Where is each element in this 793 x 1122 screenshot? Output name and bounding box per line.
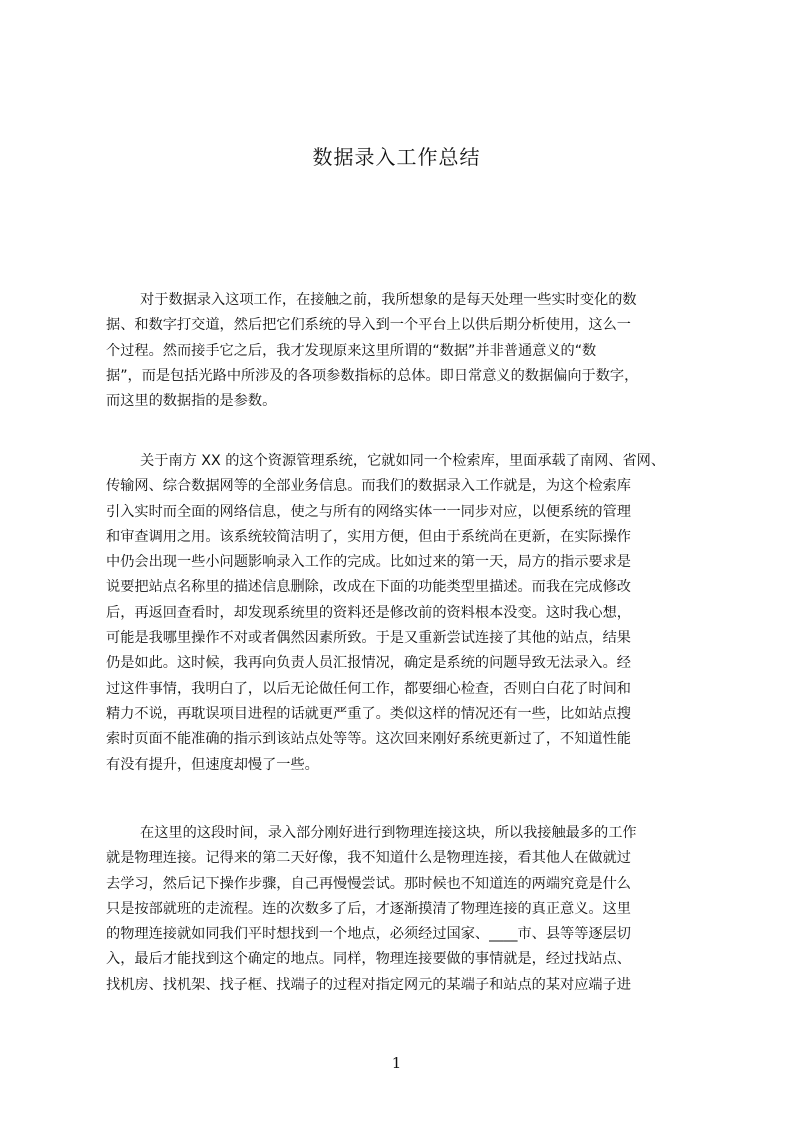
text-line: 就是物理连接。记得来的第二天好像，我不知道什么是物理连接，看其他人在做就过 (106, 850, 631, 867)
text-line: 后，再返回查看时，却发现系统里的资料还是修改前的资料根本没变。这时我心想， (106, 604, 631, 621)
text-line: 而这里的数据指的是参数。 (106, 393, 277, 410)
text-line: 据”，而是包括光路中所涉及的各项参数指标的总体。即日常意义的数据偏向于数字， (106, 367, 639, 384)
text-line: 个过程。然而接手它之后，我才发现原来这里所谓的“数据”并非普通意义的“数 (106, 342, 597, 359)
page-number: 1 (391, 1054, 402, 1072)
paragraph-1 (0, 288, 793, 414)
text-line: 中仍会出现一些小问题影响录入工作的完成。比如过来的第一天，局方的指示要求是 (106, 554, 631, 571)
text-line: 在这里的这段时间，录入部分刚好进行到物理连接这块，所以我接触最多的工作 (140, 825, 637, 841)
text-line: 传输网、综合数据网等的全部业务信息。而我们的数据录入工作就是，为这个检索库 (106, 478, 631, 495)
text-line: 对于数据录入这项工作，在接触之前，我所想象的是每天处理一些实时变化的数 (140, 292, 637, 308)
paragraph-3 (0, 821, 793, 998)
text-line: 的物理连接就如同我们平时想找到一个地点，必须经过国家、____市、县等等逐层切 (106, 926, 631, 943)
text-line: 关于南方 XX 的这个资源管理系统，它就如同一个检索库，里面承载了南网、省网、 (140, 453, 666, 469)
text-line: 有没有提升，但速度却慢了一些。 (106, 756, 319, 773)
paragraph-2 (0, 449, 793, 778)
document-title: 数据录入工作总结 (312, 145, 481, 169)
text-line: 只是按部就班的走流程。连的次数多了后，才逐渐摸清了物理连接的真正意义。这里 (106, 900, 631, 917)
text-line: 说要把站点名称里的描述信息删除，改成在下面的功能类型里描述。而我在完成修改 (106, 579, 631, 596)
text-line: 仍是如此。这时候，我再向负责人员汇报情况，确定是系统的问题导致无法录入。经 (106, 655, 631, 672)
text-line: 索时页面不能准确的指示到该站点处等等。这次回来刚好系统更新过了，不知道性能 (106, 731, 631, 748)
text-line: 找机房、找机架、找子框、找端子的过程对指定网元的某端子和站点的某对应端子进 (106, 976, 631, 993)
text-line: 和审查调用之用。该系统较简洁明了，实用方便，但由于系统尚在更新，在实际操作 (106, 528, 631, 545)
text-line: 去学习，然后记下操作步骤，自己再慢慢尝试。那时候也不知道连的两端究竟是什么 (106, 875, 631, 892)
text-line: 过这件事情，我明白了，以后无论做任何工作，都要细心检查，否则白白花了时间和 (106, 680, 631, 697)
text-line: 可能是我哪里操作不对或者偶然因素所致。于是又重新尝试连接了其他的站点，结果 (106, 630, 631, 647)
text-line: 据、和数字打交道，然后把它们系统的导入到一个平台上以供后期分析使用，这么一 (106, 317, 631, 334)
text-line: 引入实时而全面的网络信息，使之与所有的网络实体一一同步对应，以便系统的管理 (106, 503, 631, 520)
text-line: 精力不说，再耽误项目进程的话就更严重了。类似这样的情况还有一些，比如站点搜 (106, 705, 631, 722)
text-line: 入，最后才能找到这个确定的地点。同样，物理连接要做的事情就是，经过找站点、 (106, 951, 631, 968)
